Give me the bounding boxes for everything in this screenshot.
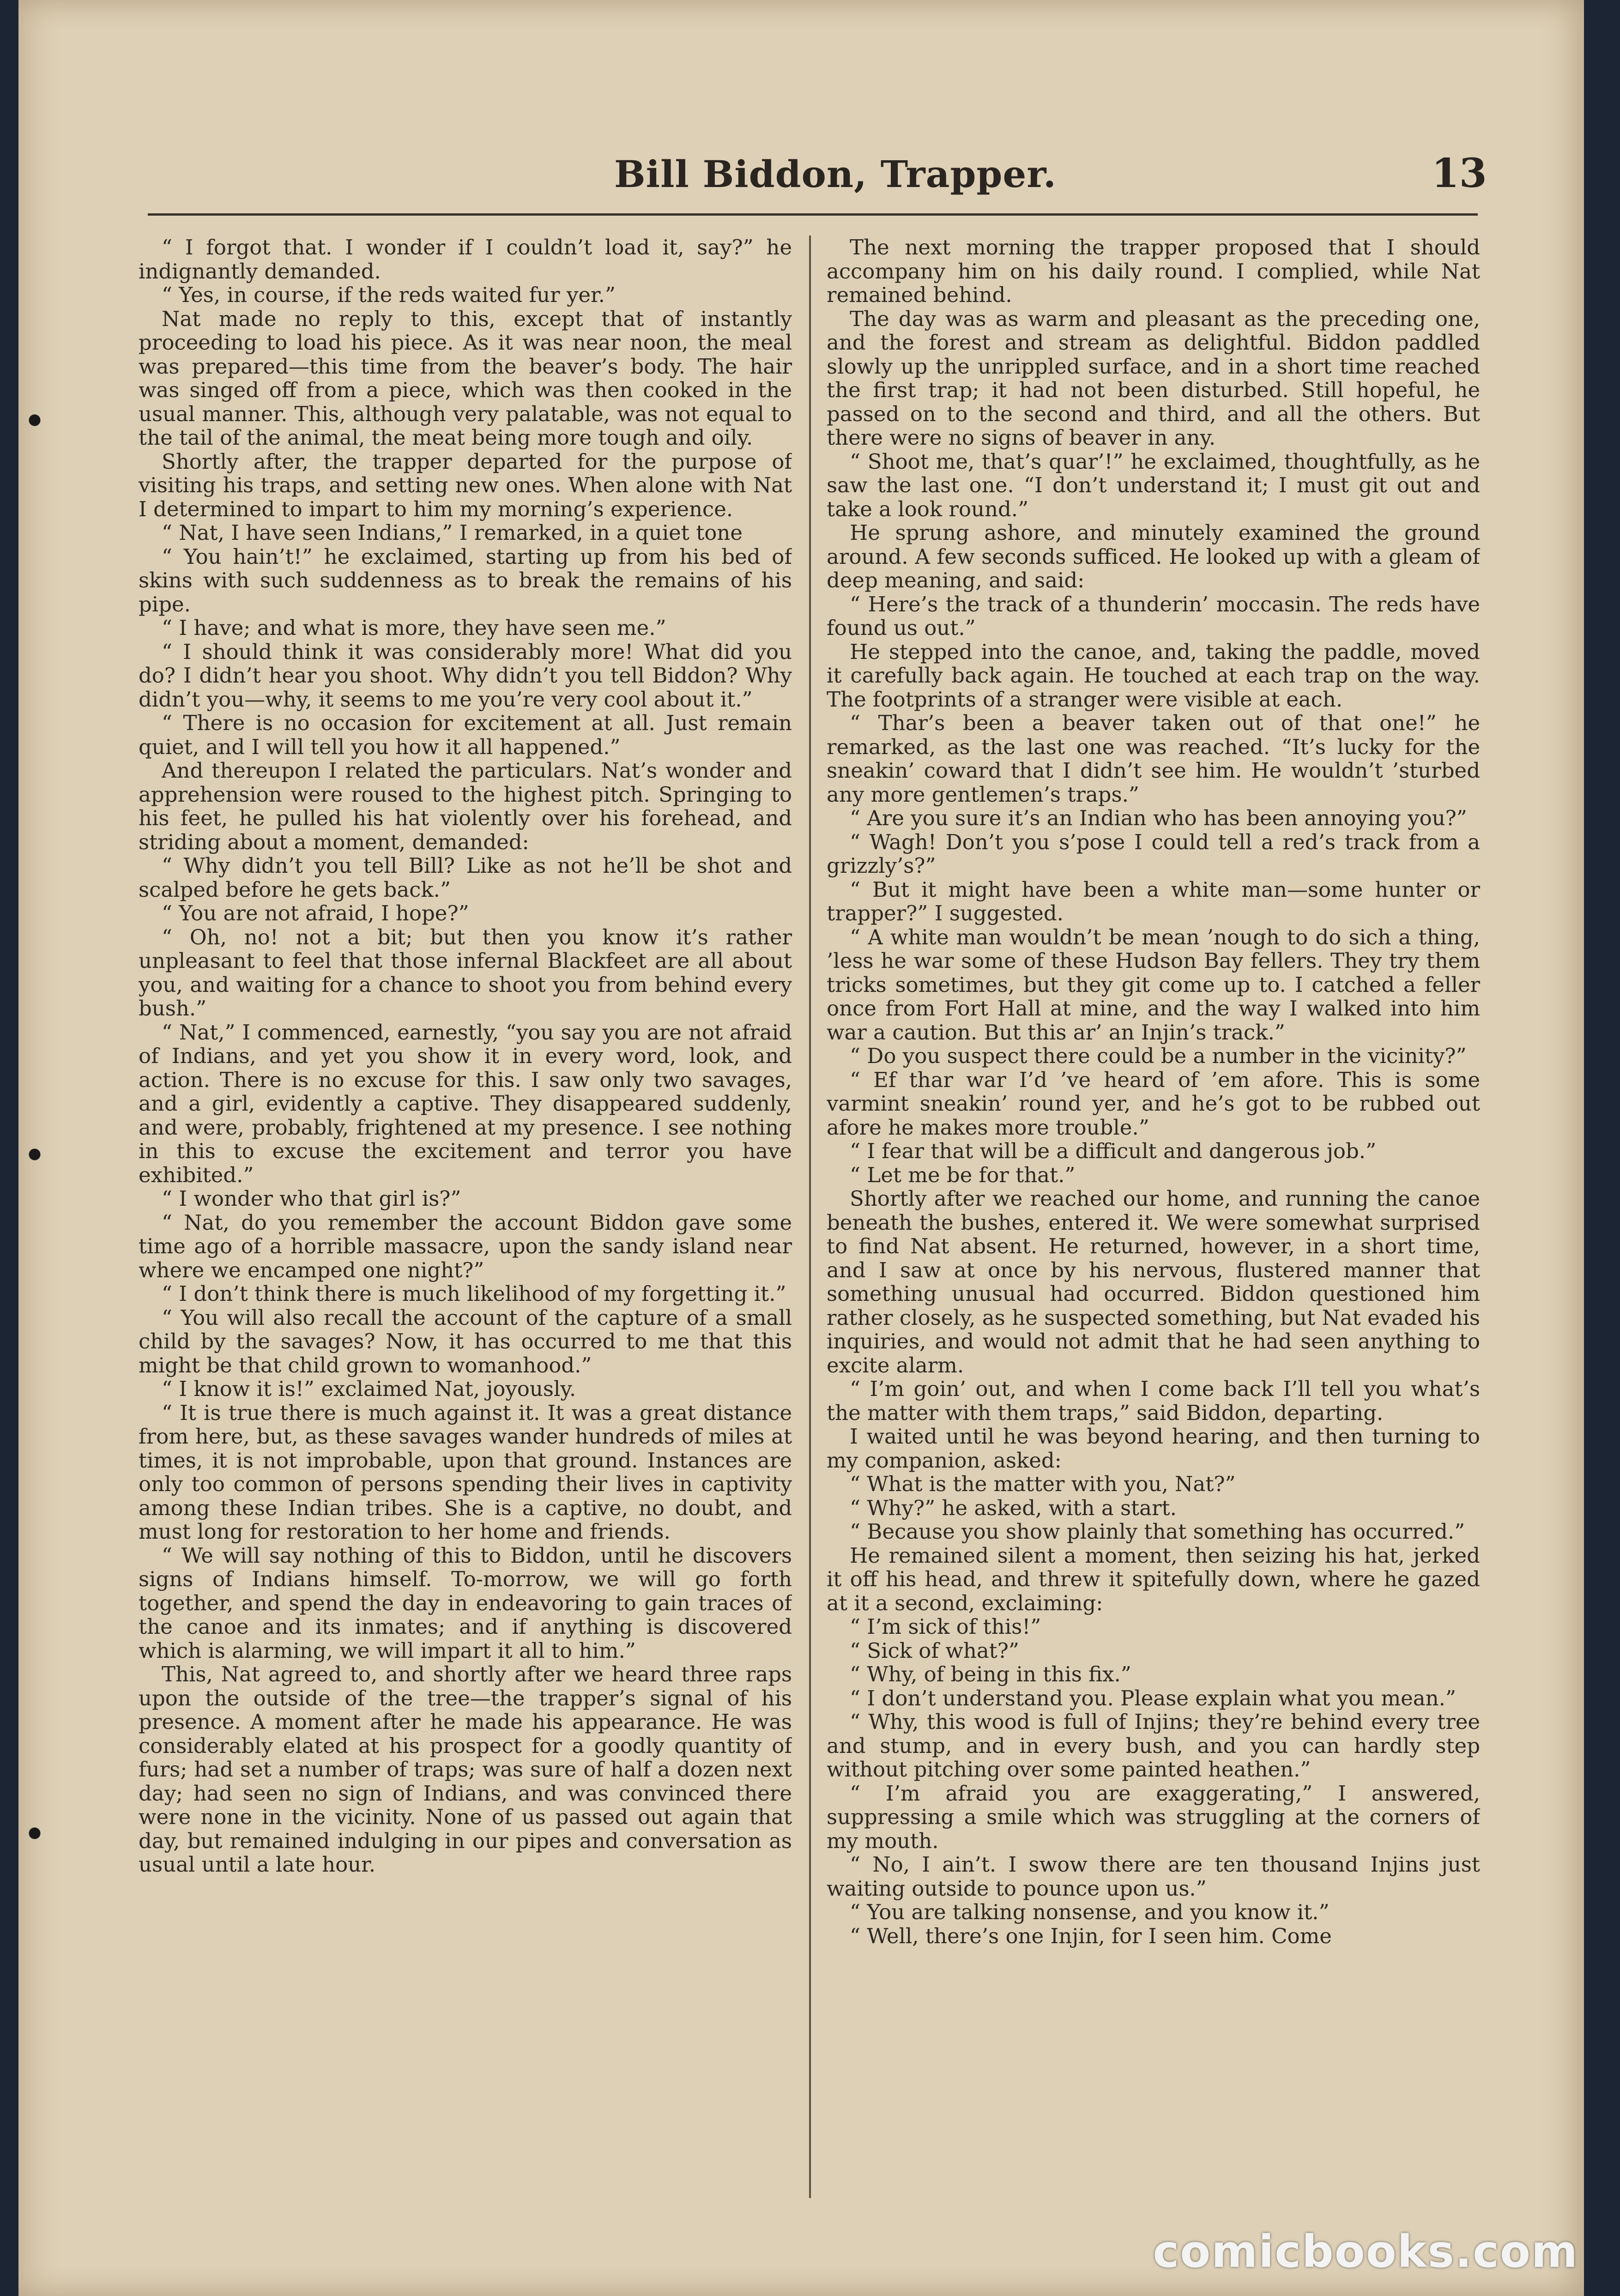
paragraph: “ Why, of being in this fix.” xyxy=(850,1662,1131,1686)
paragraph: “ Yes, in course, if the reds waited fur yer.” xyxy=(162,283,616,307)
paragraph: “ I don’t think there is much likelihood of my forgetting it.” xyxy=(162,1281,786,1306)
paragraph: “ It is true there is much against it. It was a great distance from here, but, as these savages wander hundreds of miles at times, it is not improbable, upon that ground. Instances are only too common of persons spending their lives in captivity among these Indian tribes. She is a captive, no doubt, and must long for restoration to her home and friends. xyxy=(139,1400,792,1544)
left-text-column xyxy=(139,236,792,2221)
paragraph: “ What is the matter with you, Nat?” xyxy=(850,1472,1236,1496)
paragraph: “ I know it is!” exclaimed Nat, joyously. xyxy=(162,1377,576,1401)
binding-hole xyxy=(18,1824,51,1843)
paragraph: “ There is no occasion for excitement at all. Just remain quiet, and I will tell you how it all happened.” xyxy=(139,711,792,759)
paragraph: “ A white man wouldn’t be mean ’nough to do sich a thing, ’less he war some of these Hudson Bay fellers. They try them tricks sometimes, but they git come up to. I catched a feller once from Fort Hall at mine, and the way I walked into him war a caution. But this ar’ an Injin’s track.” xyxy=(827,924,1480,1045)
paragraph: He stepped into the canoe, and, taking the paddle, moved it carefully back again. He touched at each trap on the way. The footprints of a stranger were visible at each. xyxy=(827,639,1480,712)
paragraph: “ Well, there’s one Injin, for I seen him. Come xyxy=(850,1923,1332,1948)
paragraph: “ Let me be for that.” xyxy=(850,1162,1076,1187)
paragraph: Shortly after we reached our home, and running the canoe beneath the bushes, entered it. We were somewhat surprised to find Nat absent. He returned, however, in a short time, and I saw at once by his nervous, flustered manner that something unusual had occurred. Biddon questioned him rather closely, as he suspected something, but Nat evaded his inquiries, and would not admit that he had seen anything to excite alarm. xyxy=(827,1186,1480,1378)
paragraph: Nat made no reply to this, except that of instantly proceeding to load his piece. As it was near noon, the meal was prepared—this time from the beaver’s body. The hair was singed off from a piece, which was then cooked in the usual manner. This, although very palatable, was not equal to the tail of the animal, the meat being more tough and oily. xyxy=(139,306,792,450)
paragraph: “ Sick of what?” xyxy=(850,1638,1019,1663)
paragraph: “ Shoot me, that’s quar’!” he exclaimed, thoughtfully, as he saw the last one. “I don’t understand it; I must git out and take a look round.” xyxy=(827,449,1480,521)
paragraph: “ Nat,” I commenced, earnestly, “you say you are not afraid of Indians, and yet you show it in every word, look, and action. There is no excuse for this. I saw only two savages, and a girl, evidently a captive. They disappeared suddenly, and were, probably, frightened at my presence. I see nothing in this to excuse the excitement and terror you have exhibited.” xyxy=(139,1020,792,1187)
site-watermark: comicbooks.com xyxy=(1153,2226,1578,2278)
paragraph: The next morning the trapper proposed that I should accompany him on his daily round. I complied, while Nat remained behind. xyxy=(827,236,1480,307)
paragraph: “ Ef thar war I’d ’ve heard of ’em afore. This is some varmint sneakin’ round yer, and he’s got to be rubbed out afore he makes more trouble.” xyxy=(827,1067,1480,1140)
paragraph: “ Thar’s been a beaver taken out of that one!” he remarked, as the last one was reached. “It’s lucky for the sneakin’ coward that I didn’t see him. He wouldn’t ’sturbed any more gentlemen’s traps.” xyxy=(827,711,1480,807)
column-divider xyxy=(809,236,811,2198)
paragraph: “ Why, this wood is full of Injins; they’re behind every tree and stump, and in every bush, and you can hardly step without pitching over some painted heathen.” xyxy=(827,1710,1480,1782)
binding-hole xyxy=(18,1145,51,1164)
paragraph: Shortly after, the trapper departed for the purpose of visiting his traps, and setting new ones. When alone with Nat I determined to impart to him my morning’s experience. xyxy=(139,449,792,521)
paragraph: This, Nat agreed to, and shortly after we heard three raps upon the outside of the tree—the trapper’s signal of his presence. A moment after he made his appearance. He was considerably elated at his prospect for a goodly quantity of furs; had set a number of traps; was sure of half a dozen next day; had seen no sign of Indians, and was convinced there were none in the vicinity. None of us passed out again that day, but remained indulging in our pipes and conversation as usual until a late hour. xyxy=(139,1662,792,1877)
paragraph: He remained silent a moment, then seizing his hat, jerked it off his head, and threw it spitefully down, where he gazed at it a second, exclaiming: xyxy=(827,1543,1480,1615)
paragraph: “ I don’t understand you. Please explain what you mean.” xyxy=(850,1686,1456,1710)
paragraph: “ I’m afraid you are exaggerating,” I answered, suppressing a smile which was struggling at the corners of my mouth. xyxy=(827,1781,1480,1853)
paragraph: “ I’m sick of this!” xyxy=(850,1614,1041,1639)
paragraph: “ You are talking nonsense, and you know it.” xyxy=(850,1900,1330,1924)
paragraph: “ I’m goin’ out, and when I come back I’ll tell you what’s the matter with them traps,” said Biddon, departing. xyxy=(827,1377,1480,1425)
paragraph: “ Nat, do you remember the account Biddon gave some time ago of a horrible massacre, upon the sandy island near where we encamped one night?” xyxy=(139,1210,792,1282)
paragraph: “ We will say nothing of this to Biddon, until he discovers signs of Indians himself. To-morrow, we will go forth together, and spend the day in endeavoring to gain traces of the canoe and its inmates; and if anything is discovered which is alarming, we will impart it all to him.” xyxy=(139,1543,792,1663)
paragraph: “ Nat, I have seen Indians,” I remarked, in a quiet tone xyxy=(162,520,743,545)
paragraph: “ Do you suspect there could be a number in the vicinity?” xyxy=(850,1044,1467,1068)
paragraph: “ But it might have been a white man—some hunter or trapper?” I suggested. xyxy=(827,877,1480,925)
paragraph: “ Are you sure it’s an Indian who has been annoying you?” xyxy=(850,806,1467,830)
paragraph: “ You are not afraid, I hope?” xyxy=(162,901,469,925)
paragraph: “ Oh, no! not a bit; but then you know it’s rather unpleasant to feel that those infernal Blackfeet are all about you, and waiting for a chance to shoot you from behind every bush.” xyxy=(139,924,792,1021)
page-number: 13 xyxy=(1432,150,1487,197)
paragraph: “ I have; and what is more, they have seen me.” xyxy=(162,616,666,640)
paragraph: “ No, I ain’t. I swow there are ten thousand Injins just waiting outside to pounce upon us.” xyxy=(827,1852,1480,1901)
paragraph: “ Wagh! Don’t you s’pose I could tell a red’s track from a grizzly’s?” xyxy=(827,829,1480,878)
paragraph: He sprung ashore, and minutely examined the ground around. A few seconds sufficed. He looked up with a gleam of deep meaning, and said: xyxy=(827,520,1480,592)
paragraph: The day was as warm and pleasant as the preceding one, and the forest and stream as delightful. Biddon paddled slowly up the unrippled surface, and in a short time reached the first trap; it had not been disturbed. Still hopeful, he passed on to the second and third, and all the others. But there were no signs of beaver in any. xyxy=(827,306,1480,450)
paragraph: “ I forgot that. I wonder if I couldn’t load it, say?” he indignantly demanded. xyxy=(139,236,792,284)
paragraph: “ I should think it was considerably more! What did you do? I didn’t hear you shoot. Why didn’t you tell Biddon? Why didn’t you—why, it seems to me you’re very cool about it.” xyxy=(139,639,792,712)
paragraph: “ Here’s the track of a thunderin’ moccasin. The reds have found us out.” xyxy=(827,592,1480,640)
paragraph: “ You will also recall the account of the capture of a small child by the savages? Now, it has occurred to me that this might be that child grown to womanhood.” xyxy=(139,1305,792,1378)
running-head-title: Bill Biddon, Trapper. xyxy=(614,152,1057,196)
paragraph: “ You hain’t!” he exclaimed, starting up from his bed of skins with such suddenness as to break the remains of his pipe. xyxy=(139,544,792,616)
header-rule xyxy=(148,213,1478,216)
binding-hole xyxy=(18,411,51,429)
paragraph: “ I fear that will be a difficult and dangerous job.” xyxy=(850,1139,1377,1163)
paragraph: And thereupon I related the particulars. Nat’s wonder and apprehension were roused to the highest pitch. Springing to his feet, he pulled his hat violently over his forehead, and striding about a moment, demanded: xyxy=(139,758,792,854)
paragraph: “ Because you show plainly that something has occurred.” xyxy=(850,1519,1465,1544)
paragraph: “ Why?” he asked, with a start. xyxy=(850,1495,1177,1520)
right-text-column xyxy=(827,236,1480,2221)
paragraph: “ I wonder who that girl is?” xyxy=(162,1186,461,1211)
paragraph: I waited until he was beyond hearing, and then turning to my companion, asked: xyxy=(827,1424,1480,1473)
paragraph: “ Why didn’t you tell Bill? Like as not he’ll be shot and scalped before he gets back.” xyxy=(139,853,792,902)
